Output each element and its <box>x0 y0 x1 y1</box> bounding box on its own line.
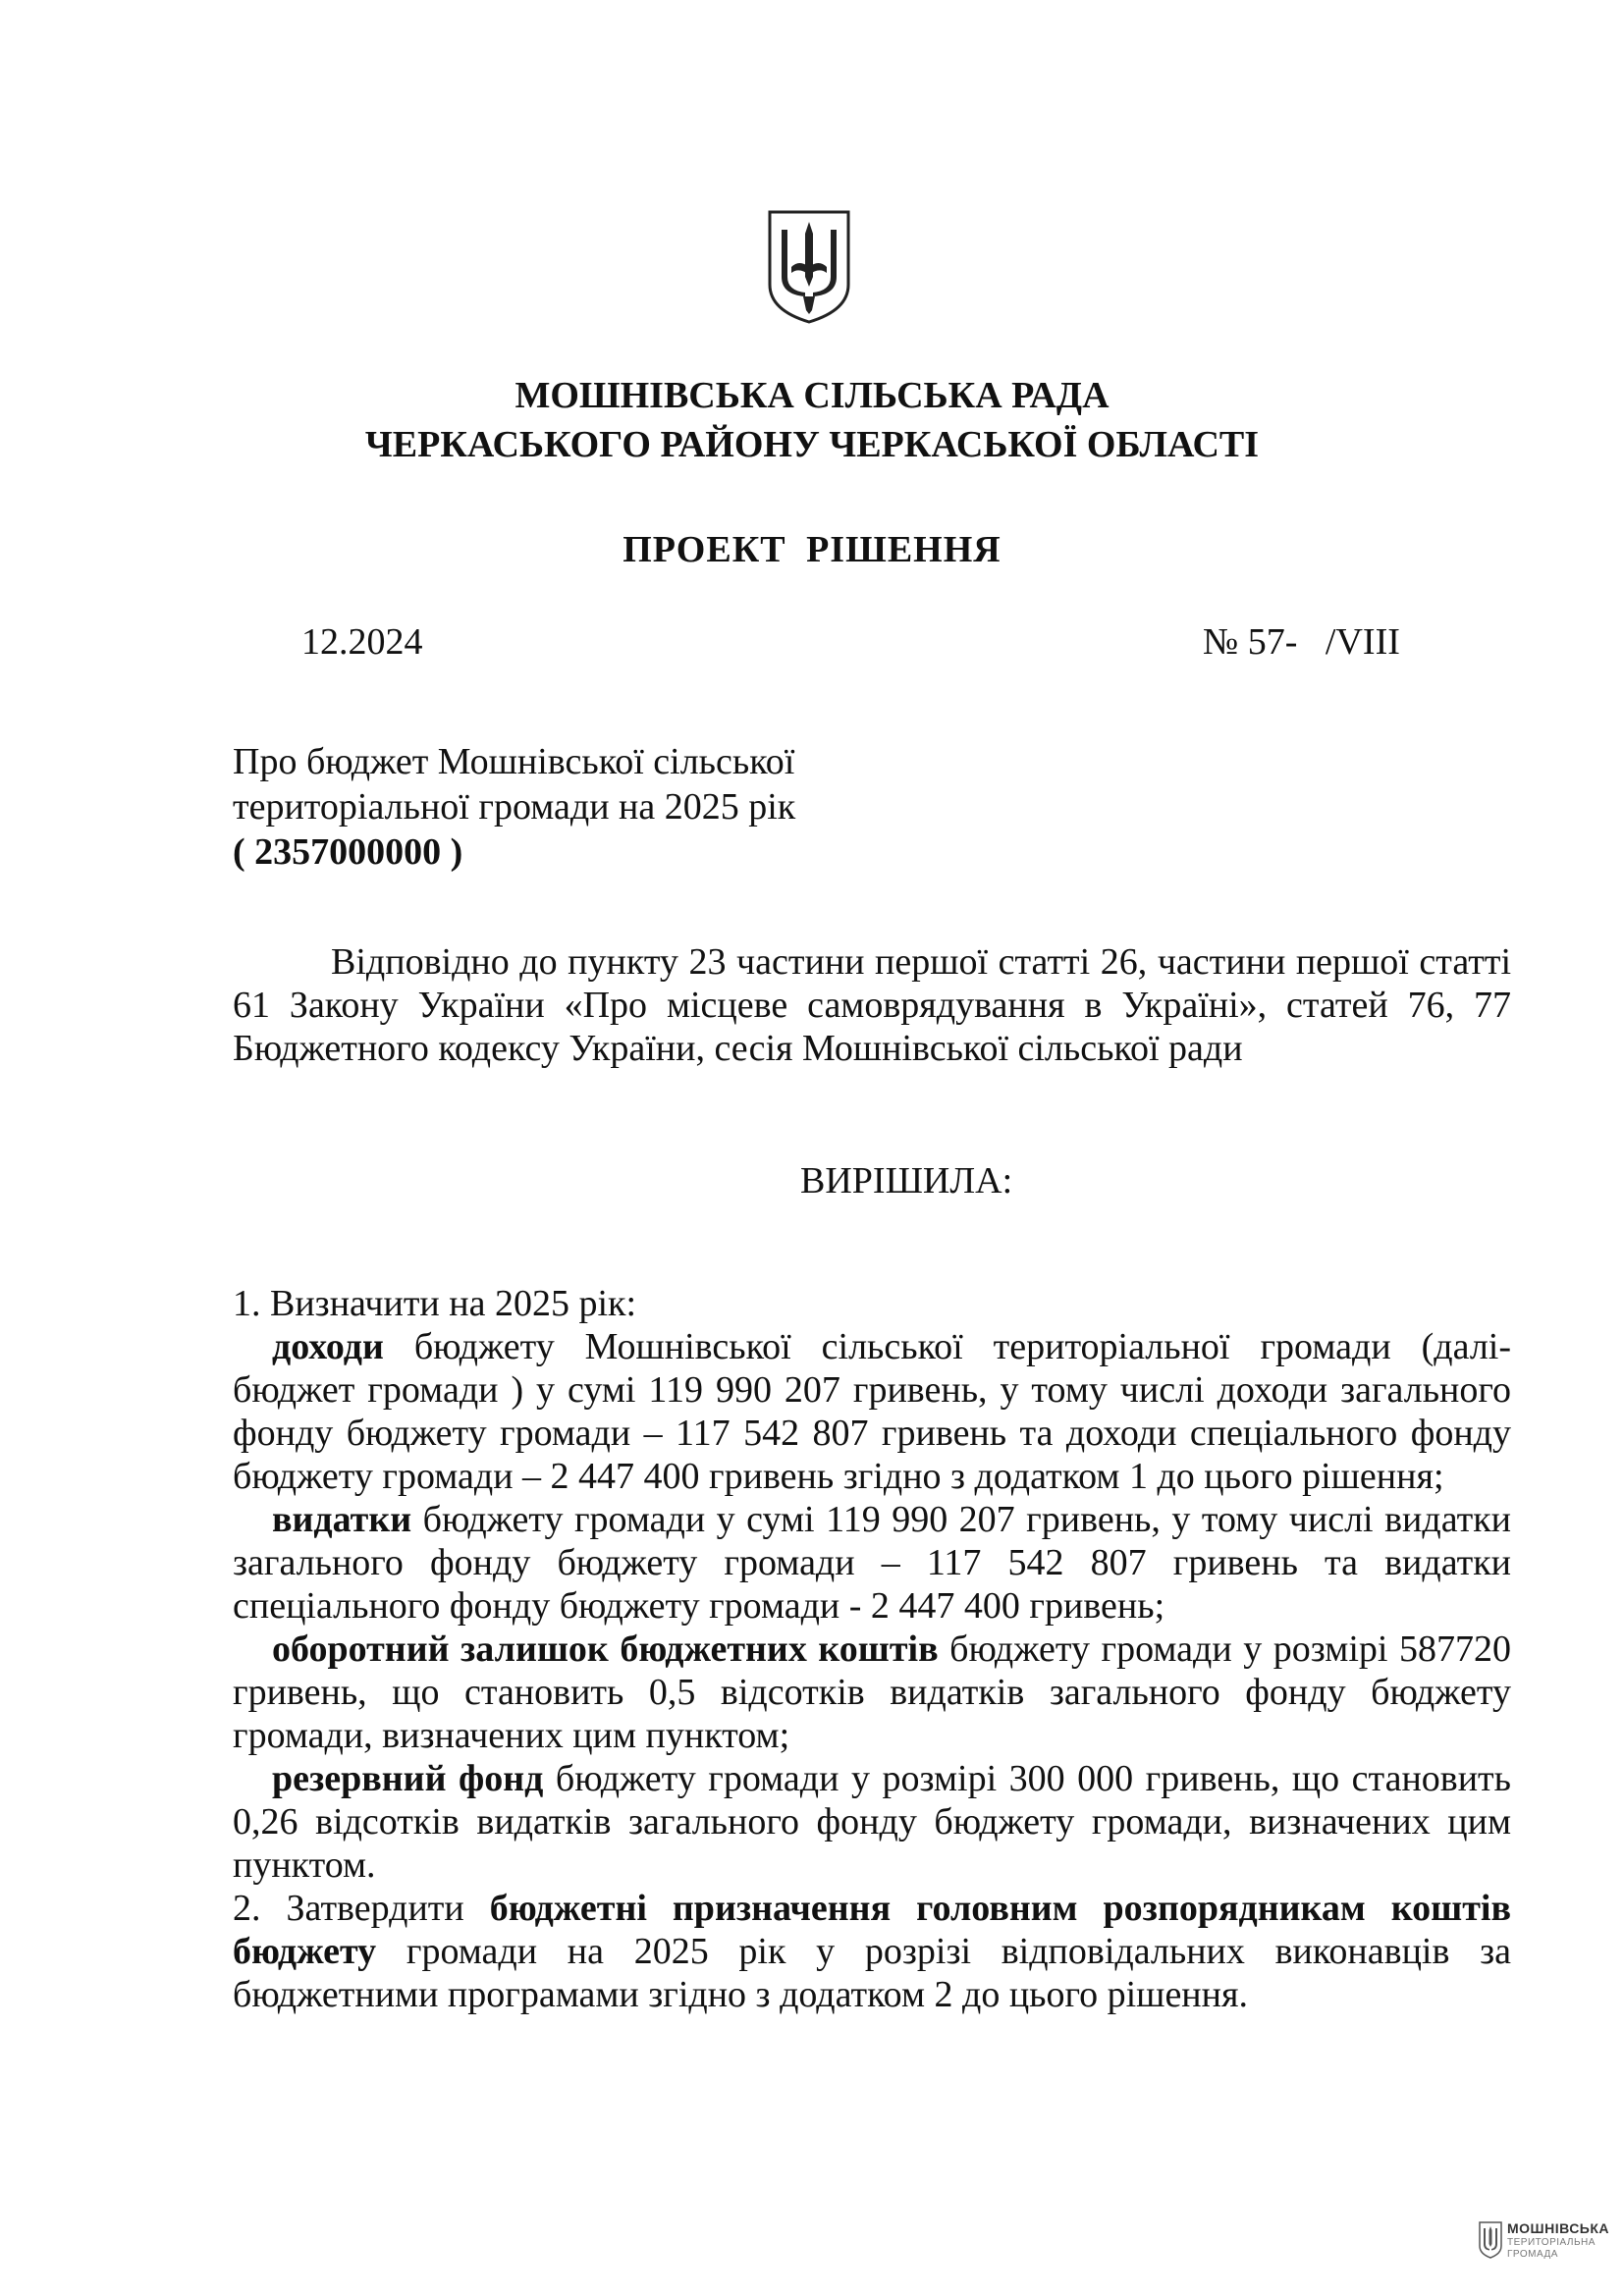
item-2-paragraph <box>233 1887 1511 2016</box>
budget-code: ( 2357000000 ) <box>233 831 463 873</box>
income-label: доходи <box>272 1326 384 1367</box>
document-date: 12.2024 <box>301 621 423 663</box>
trident-emblem-icon <box>766 208 852 326</box>
logo-subtitle-1: ТЕРИТОРІАЛЬНА <box>1507 2237 1596 2248</box>
income-paragraph <box>233 1325 1511 1498</box>
community-logo <box>1478 2220 1615 2264</box>
document-title: ПРОЕКТ РІШЕННЯ <box>623 529 1001 570</box>
expense-label: видатки <box>272 1499 412 1540</box>
item-2-end: громади на 2025 рік у розрізі відповідальних виконавців за бюджетними програмами згідно з додатком 2 до цього рішення. <box>233 1931 1511 2015</box>
document-number: № 57- /VIII <box>1203 621 1400 663</box>
expense-paragraph <box>233 1498 1511 1628</box>
subject-line-2: територіальної громади на 2025 рік <box>233 786 796 828</box>
logo-subtitle-2: ГРОМАДА <box>1507 2249 1558 2260</box>
resolved-heading: ВИРІШИЛА: <box>800 1160 1013 1201</box>
income-text: бюджету Мошнівської сільської територіальної громади (далі- бюджет громади ) у сумі 119 990 207 гривень, у тому числі доходи загального фонду бюджету громади – 117 542 807 гривень та доходи спеціального фонду бюджету громади – 2 447 400 гривень згідно з додатком 1 до цього рішення; <box>233 1326 1511 1497</box>
council-name: МОШНІВСЬКА СІЛЬСЬКА РАДА <box>514 375 1110 416</box>
reserve-text: бюджету громади у розмірі 300 000 гривень, що становить 0,26 відсотків видатків загального фонду бюджету громади, визначених цим пунктом. <box>233 1758 1511 1886</box>
balance-paragraph <box>233 1628 1511 1757</box>
balance-label: оборотний залишок бюджетних коштів <box>272 1629 939 1670</box>
subject-line-1: Про бюджет Мошнівської сільської <box>233 741 795 782</box>
reserve-paragraph <box>233 1757 1511 1887</box>
trident-logo-icon <box>1478 2220 1503 2260</box>
reserve-label: резервний фонд <box>272 1758 544 1799</box>
legal-basis-paragraph: Відповідно до пункту 23 частини першої статті 26, частини першої статті 61 Закону України «Про місцеве самоврядування в Україні», статей 76, 77 Бюджетного кодексу України, сесія Мошнівської сільської ради <box>233 941 1511 1069</box>
item-2-start: 2. Затвердити <box>233 1888 490 1929</box>
expense-text: бюджету громади у сумі 119 990 207 гривень, у тому числі видатки загального фонду бюджету громади – 117 542 807 гривень та видатки спеціального фонду бюджету громади - 2 447 400 гривень; <box>233 1499 1511 1627</box>
item-2-bold: бюджетні призначення головним розпорядникам коштів бюджету <box>233 1888 1511 1972</box>
item-1-intro: 1. Визначити на 2025 рік: <box>233 1283 637 1324</box>
decision-body <box>233 1282 1511 2016</box>
district-name: ЧЕРКАСЬКОГО РАЙОНУ ЧЕРКАСЬКОЇ ОБЛАСТІ <box>364 424 1260 465</box>
logo-name: МОШНІВСЬКА <box>1507 2220 1610 2236</box>
decision-subject <box>233 739 795 875</box>
balance-text: бюджету громади у розмірі 587720 гривень, що становить 0,5 відсотків видатків загального фонду бюджету громади, визначених цим пунктом; <box>233 1629 1511 1756</box>
